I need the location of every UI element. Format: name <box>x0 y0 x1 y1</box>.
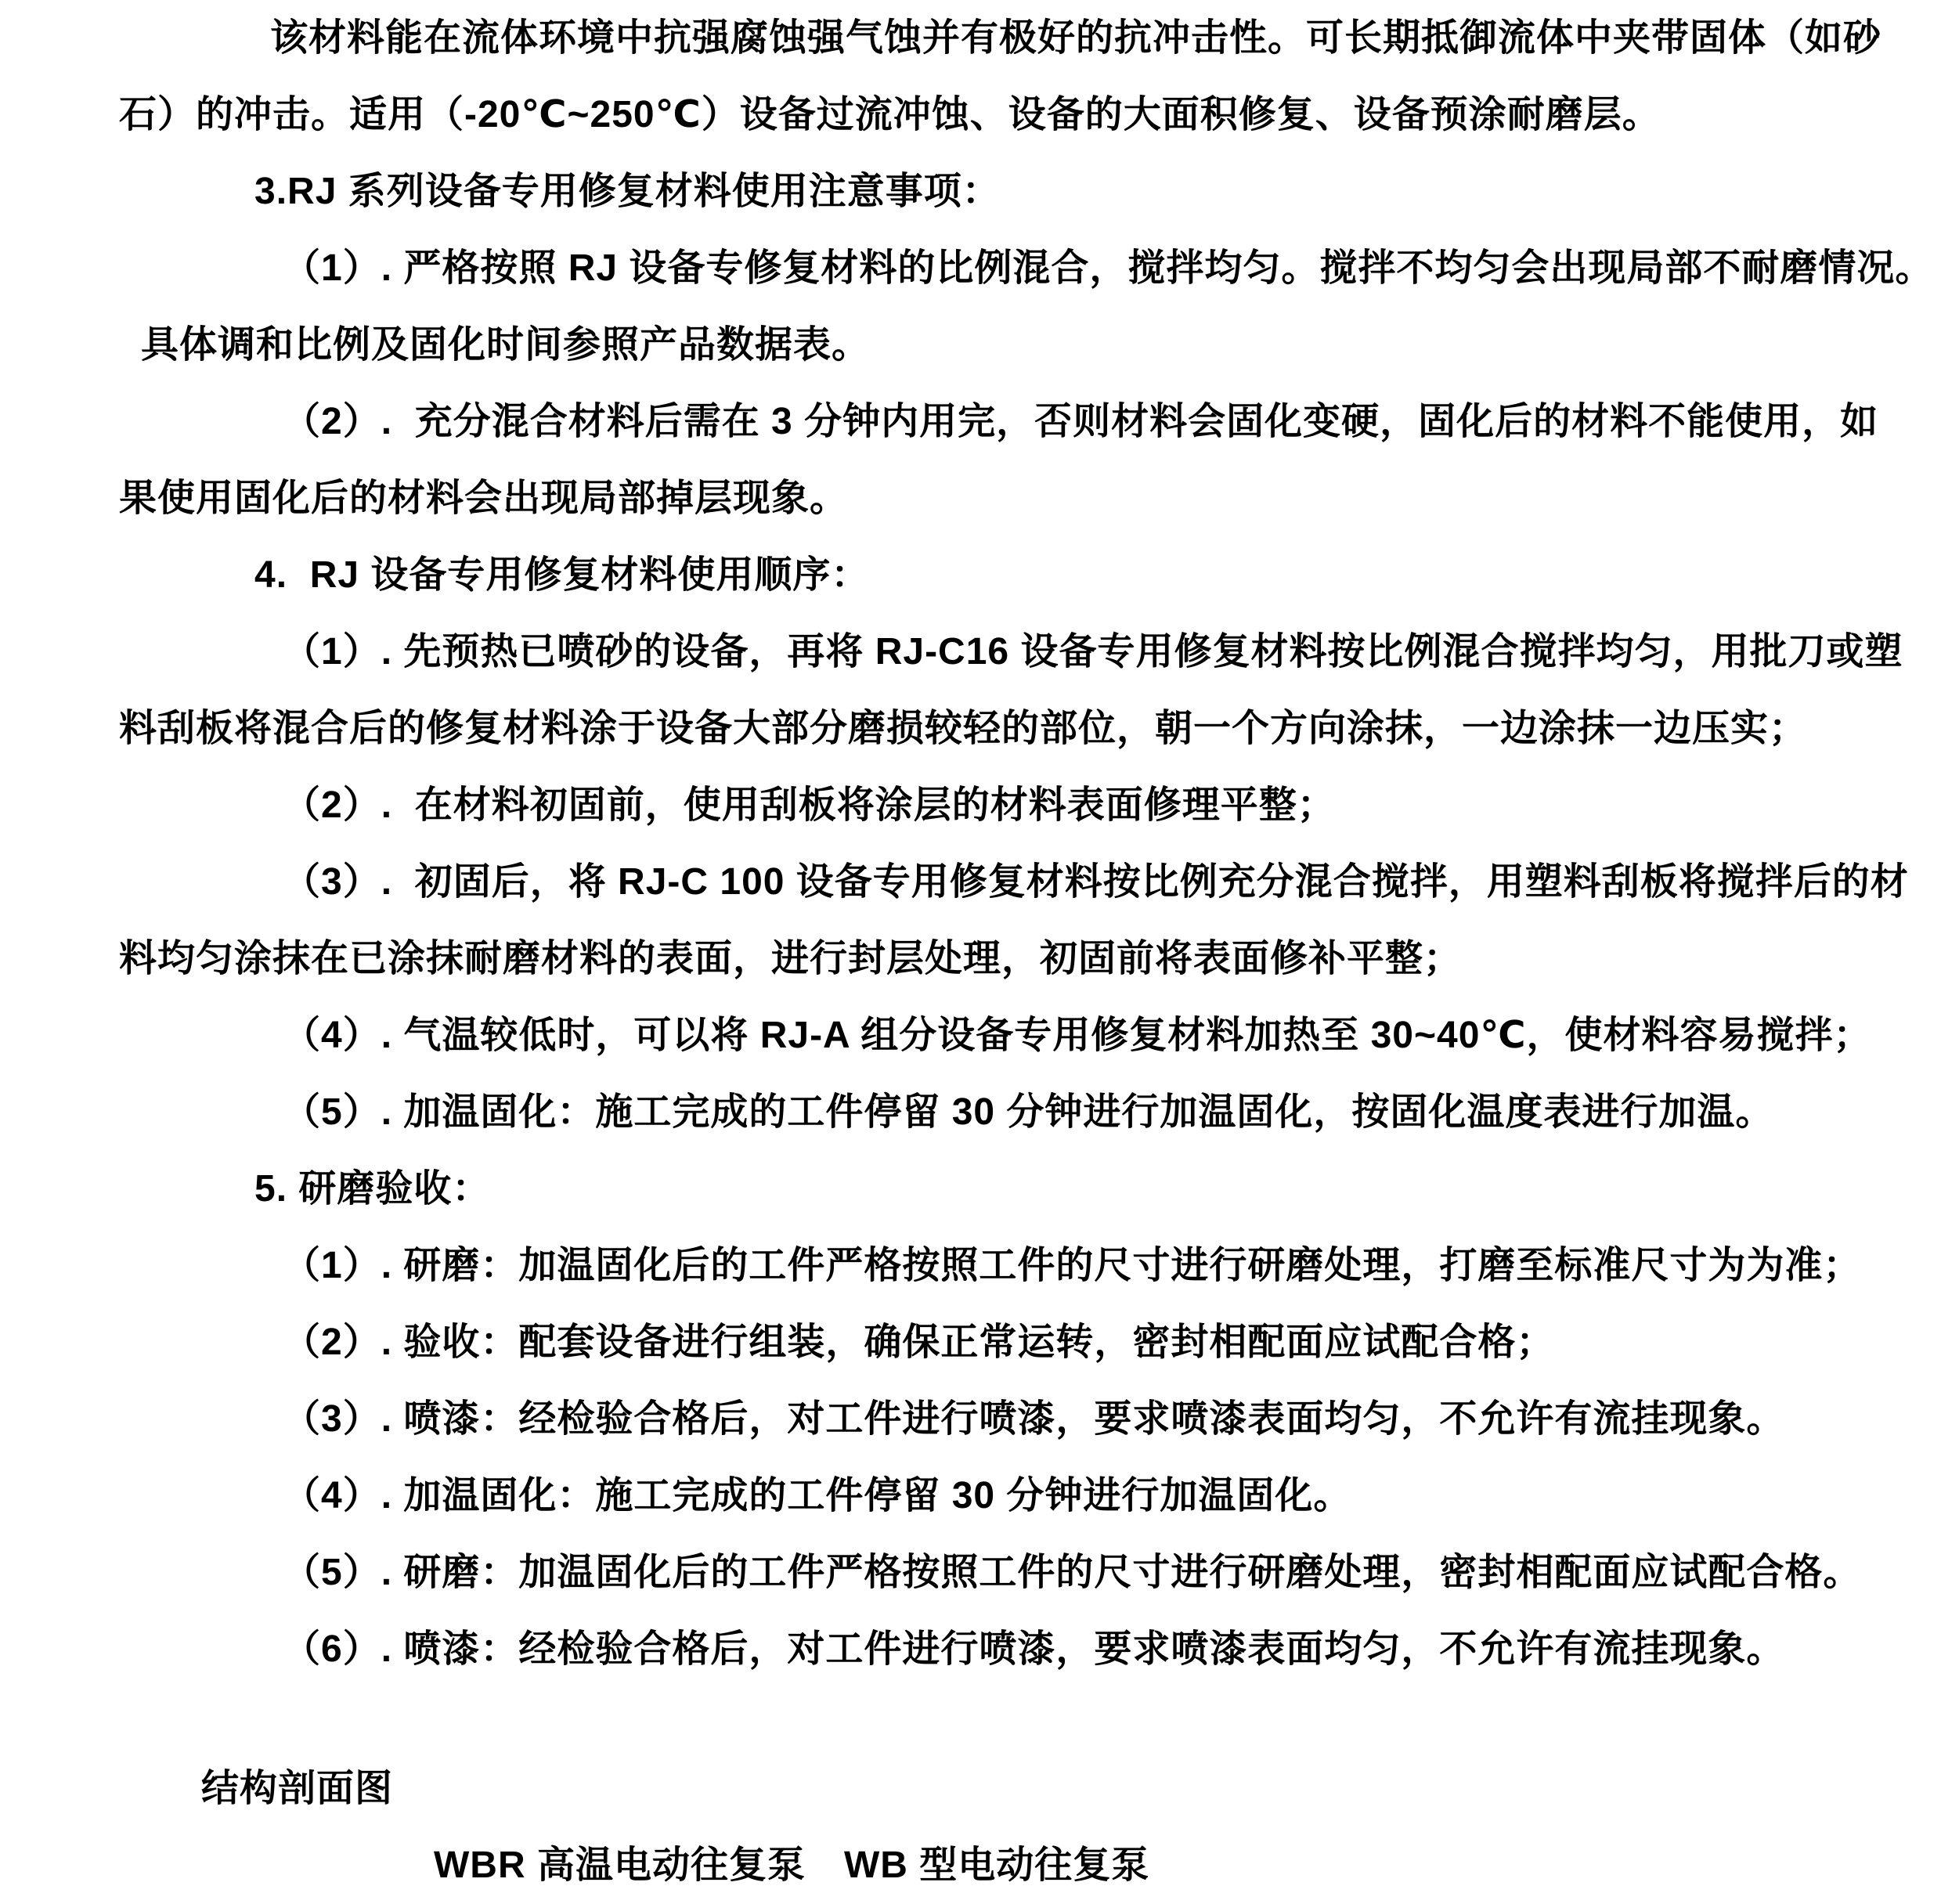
list-item: （4）. 加温固化：施工完成的工件停留 30 分钟进行加温固化。 <box>283 1475 1352 1516</box>
text-line: 石）的冲击。适用（-20℃~250℃）设备过流冲蚀、设备的大面积修复、设备预涂耐磨层。 <box>119 94 1661 135</box>
list-item: （1）. 严格按照 RJ 设备专修复材料的比例混合，搅拌均匀。搅拌不均匀会出现局部不耐磨情况。 <box>283 247 1934 289</box>
list-item: （6）. 喷漆：经检验合格后，对工件进行喷漆，要求喷漆表面均匀，不允许有流挂现象。 <box>283 1628 1785 1670</box>
list-item: （1）. 研磨：加温固化后的工件严格按照工件的尺寸进行研磨处理，打磨至标准尺寸为为准； <box>283 1245 1862 1286</box>
section-heading: 4. RJ 设备专用修复材料使用顺序： <box>254 554 870 596</box>
list-item: （2）. 在材料初固前，使用刮板将涂层的材料表面修理平整； <box>283 784 1336 826</box>
text-line: 果使用固化后的材料会出现局部掉层现象。 <box>119 478 849 519</box>
text-line: 料刮板将混合后的修复材料涂于设备大部分磨损较轻的部位，朝一个方向涂抹，一边涂抹一边压实； <box>119 708 1808 749</box>
list-item: （3）. 喷漆：经检验合格后，对工件进行喷漆，要求喷漆表面均匀，不允许有流挂现象。 <box>283 1398 1785 1440</box>
figure-caption: WBR 高温电动往复泵 WB 型电动往复泵 <box>434 1844 1150 1886</box>
figure-section-title: 结构剖面图 <box>201 1768 394 1809</box>
text-line: 料均匀涂抹在已涂抹耐磨材料的表面，进行封层处理，初固前将表面修补平整； <box>119 938 1463 979</box>
list-item: （5）. 加温固化：施工完成的工件停留 30 分钟进行加温固化，按固化温度表进行加温。 <box>283 1091 1774 1133</box>
section-heading: 3.RJ 系列设备专用修复材料使用注意事项： <box>254 171 1001 212</box>
list-item: （2）. 验收：配套设备进行组装，确保正常运转，密封相配面应试配合格； <box>283 1322 1555 1363</box>
list-item: （1）. 先预热已喷砂的设备，再将 RJ-C16 设备专用修复材料按比例混合搅拌均匀，用批刀或塑 <box>283 631 1903 673</box>
list-item: （2）. 充分混合材料后需在 3 分钟内用完，否则材料会固化变硬，固化后的材料不能使用，如 <box>283 401 1879 442</box>
list-item: （4）. 气温较低时，可以将 RJ-A 组分设备专用修复材料加热至 30~40℃，使材料容易搅拌； <box>283 1015 1872 1056</box>
section-heading: 5. 研磨验收： <box>254 1168 491 1210</box>
list-item: （5）. 研磨：加温固化后的工件严格按照工件的尺寸进行研磨处理，密封相配面应试配合格。 <box>283 1552 1862 1593</box>
text-line: 具体调和比例及固化时间参照产品数据表。 <box>141 324 871 366</box>
list-item: （3）. 初固后，将 RJ-C 100 设备专用修复材料按比例充分混合搅拌，用塑料刮板将搅拌后的材 <box>283 861 1909 903</box>
text-line: 该材料能在流体环境中抗强腐蚀强气蚀并有极好的抗冲击性。可长期抵御流体中夹带固体（如砂 <box>270 17 1882 59</box>
